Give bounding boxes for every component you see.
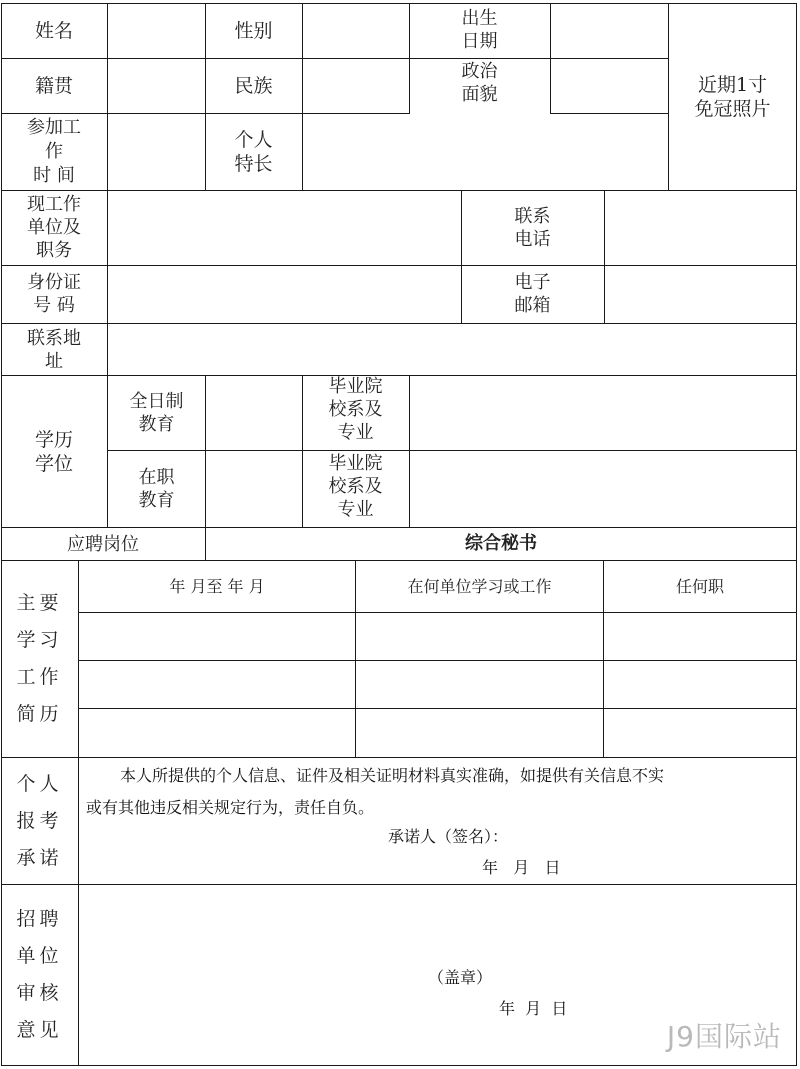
pledge-label: 个人 报考 承诺 — [16, 772, 63, 869]
resume-row-2-unit[interactable] — [356, 661, 603, 708]
specialty-field[interactable] — [303, 114, 667, 190]
current-work-field[interactable] — [108, 191, 460, 264]
pledge-statement — [86, 760, 791, 824]
address-field[interactable] — [108, 324, 796, 375]
resume-row-3-period[interactable] — [79, 709, 355, 757]
resume-header-unit: 在何单位学习或工作 — [407, 576, 552, 596]
gender-field[interactable] — [303, 4, 408, 57]
email-field[interactable] — [605, 266, 796, 322]
name-field[interactable] — [108, 4, 204, 57]
watermark: J9国际站 — [666, 1020, 782, 1053]
resume-row-2-title[interactable] — [604, 661, 796, 708]
resume-header-title: 任何职 — [675, 576, 724, 596]
review-seal: （盖章） — [428, 968, 493, 987]
native-place-label: 籍贯 — [34, 74, 73, 97]
pledge-signature-field[interactable] — [540, 824, 780, 850]
parttime-degree-field[interactable] — [206, 451, 301, 527]
photo-box[interactable]: 近期1寸 免冠照片 — [694, 74, 771, 120]
ethnicity-field[interactable] — [303, 59, 408, 112]
fulltime-label: 全日制 教育 — [129, 390, 184, 435]
native-place-field[interactable] — [108, 59, 204, 112]
review-label: 招聘 单位 审核 意见 — [16, 908, 63, 1041]
resume-row-3-unit[interactable] — [356, 709, 603, 757]
fulltime-degree-field[interactable] — [206, 376, 301, 449]
pledge-date: 年 月 日 — [482, 858, 561, 877]
parttime-school-field[interactable] — [410, 451, 796, 527]
political-status-label: 政治 面貌 — [461, 61, 498, 105]
birth-date-field[interactable] — [551, 4, 667, 57]
resume-header-period: 年 月至 年 月 — [169, 576, 265, 596]
fulltime-school-field[interactable] — [410, 376, 796, 449]
ethnicity-label: 民族 — [234, 74, 273, 97]
position-applied-label: 应聘岗位 — [67, 533, 139, 555]
resume-row-3-title[interactable] — [604, 709, 796, 757]
review-date: 年 月 日 — [499, 999, 568, 1018]
resume-row-1-title[interactable] — [604, 613, 796, 660]
pledge-statement-line-2: 或有其他违反相关规定行为，责任自负。 — [86, 798, 375, 817]
pledge-statement-line-1: 本人所提供的个人信息、证件及相关证明材料真实准确，如提供有关信息不实 — [120, 766, 665, 785]
resume-label: 主要 学习 工作 简历 — [16, 592, 63, 725]
resume-row-1-period[interactable] — [79, 613, 355, 660]
id-number-label: 身份证 号 码 — [27, 272, 81, 316]
name-label: 姓名 — [34, 19, 73, 42]
parttime-label: 在职 教育 — [138, 467, 175, 511]
position-applied-value: 综合秘书 — [465, 533, 537, 554]
id-number-field[interactable] — [108, 266, 460, 322]
work-start-label: 参加工 作 时 间 — [27, 117, 81, 186]
school-major-label-2: 毕业院 校系及 专业 — [328, 453, 383, 520]
phone-label: 联系 电话 — [514, 205, 551, 250]
address-label: 联系地 址 — [27, 327, 81, 372]
political-status-field[interactable] — [551, 59, 667, 112]
school-major-label-1: 毕业院 校系及 专业 — [328, 376, 383, 443]
current-work-label: 现工作 单位及 职务 — [27, 194, 81, 261]
birth-date-label: 出生 日期 — [461, 8, 498, 52]
pledge-signer-label: 承诺人（签名）： — [388, 827, 509, 846]
review-opinion-field[interactable] — [79, 885, 796, 955]
email-label: 电子 邮箱 — [514, 272, 551, 316]
specialty-label: 个人 特长 — [234, 129, 273, 175]
gender-label: 性别 — [234, 19, 273, 42]
rule — [78, 757, 79, 885]
phone-field[interactable] — [605, 191, 796, 264]
education-label: 学历 学位 — [34, 428, 73, 475]
work-start-field[interactable] — [108, 114, 204, 190]
resume-row-2-period[interactable] — [79, 661, 355, 708]
resume-row-1-unit[interactable] — [356, 613, 603, 660]
